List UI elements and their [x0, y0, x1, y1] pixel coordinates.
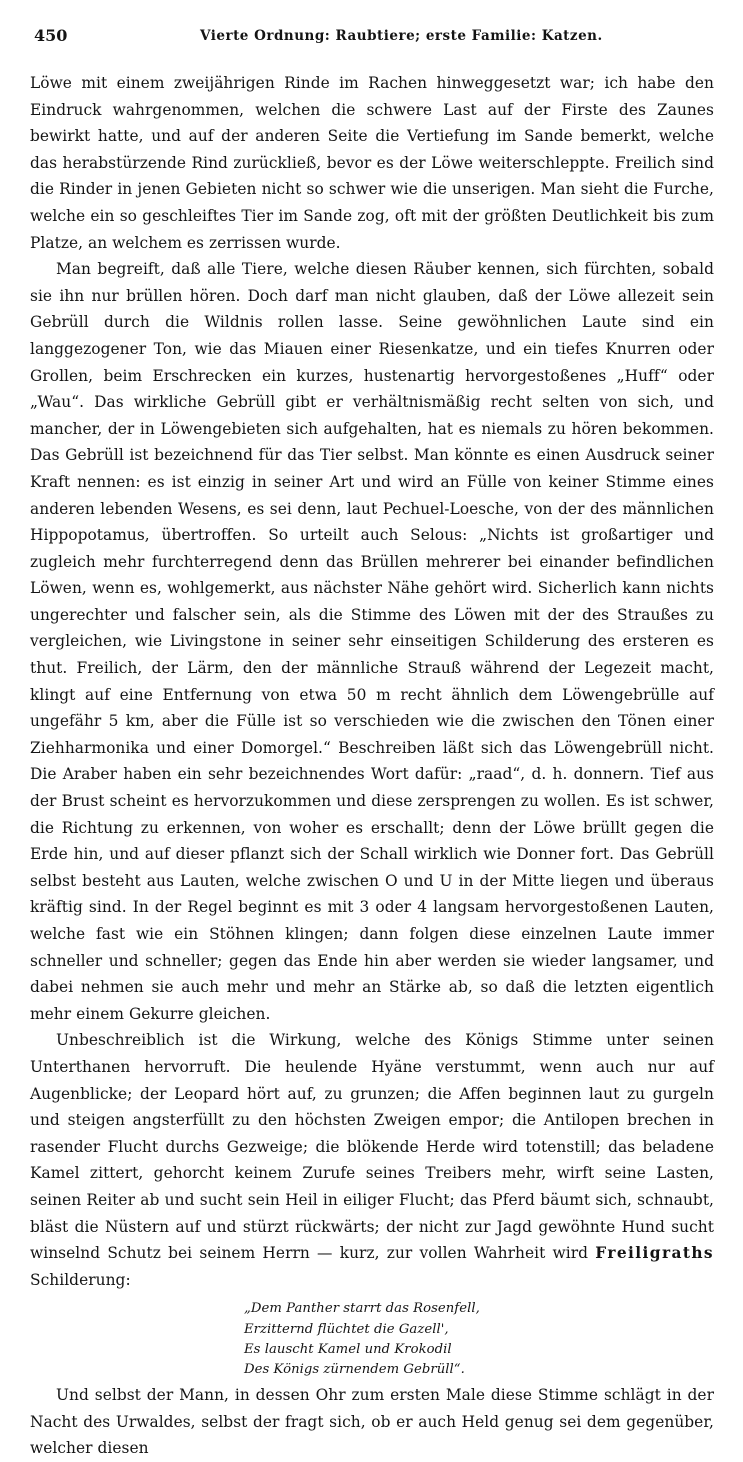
page-number: 450 — [34, 26, 68, 45]
body-text — [30, 70, 714, 1462]
paragraph-4: Und selbst der Mann, in dessen Ohr zum ersten Male diese Stimme schlägt in der Nacht des Urwaldes, selbst der fragt sich, ob er auch Held genug sei dem gegenüber, welcher diesen — [30, 1386, 714, 1458]
poem-quote — [244, 1299, 714, 1380]
author-name: Freiligraths — [595, 1244, 714, 1263]
paragraph-3-ending: Schilderung: — [30, 1270, 131, 1289]
paragraph-3-text: Unbeschreiblich ist die Wirkung, welche des Königs Stimme unter seinen Unterthanen hervorruft. Die heulende Hyäne verstummt, wenn auch nur auf Augenblicke; der Leopard hört auf, zu grunzen; die Affen beginnen laut zu gurgeln und steigen angsterfüllt zu den höchsten Zweigen empor; die Antilopen brechen in rasender Flucht durchs Gezweige; die blökende Herde wird totenstill; das beladene Kamel zittert, gehorcht keinem Zurufe seines Treibers mehr, wirft seine Lasten, seinen Reiter ab und sucht sein Heil in eiliger Flucht; das Pferd bäumt sich, schnaubt, bläst die Nüstern auf und stürzt rückwärts; der nicht zur Jagd gewöhnte Hund sucht winselnd Schutz bei seinem Herrn — kurz, zur vollen Wahrheit wird — [30, 1031, 714, 1263]
poem-line: Es lauscht Kamel und Krokodil — [244, 1341, 452, 1357]
running-title: Vierte Ordnung: Raubtiere; erste Familie: Katzen. — [200, 28, 603, 44]
poem-line: „Dem Panther starrt das Rosenfell, — [244, 1301, 480, 1317]
paragraph-3 — [30, 1027, 714, 1293]
paragraph-1: Löwe mit einem zweijährigen Rinde im Rachen hinweggesetzt war; ich habe den Eindruck wahrgenommen, welchen die schwere Last auf der Firste des Zaunes bewirkt hatte, und auf der anderen Seite die Vertiefung im Sande bemerkt, welche das herabstürzende Rind zurückließ, bevor es der Löwe weiterschleppte. Freilich sind die Rinder in jenen Gebieten nicht so schwer wie die unserigen. Man sieht die Furche, welche ein so geschleiftes Tier im Sande zog, oft mit der größten Deutlichkeit bis zum Platze, an welchem es zerrissen wurde. — [30, 74, 714, 252]
poem-line: Erzitternd flüchtet die Gazell', — [244, 1321, 449, 1337]
poem-line: Des Königs zürnendem Gebrüll“. — [244, 1361, 465, 1377]
page-header — [30, 26, 719, 54]
paragraph-2: Man begreift, daß alle Tiere, welche diesen Räuber kennen, sich fürchten, sobald sie ihn nur brüllen hören. Doch darf man nicht glauben, daß der Löwe allezeit sein Gebrüll durch die Wildnis rollen lasse. Seine gewöhnlichen Laute sind ein langgezogener Ton, wie das Miauen einer Riesenkatze, und ein tiefes Knurren oder Grollen, beim Erschrecken ein kurzes, hustenartig hervorgestoßenes „Huff“ oder „Wau“. Das wirkliche Gebrüll gibt er verhältnismäßig recht selten von sich, und mancher, der in Löwengebieten sich aufgehalten, hat es niemals zu hören bekommen. Das Gebrüll ist bezeichnend für das Tier selbst. Man könnte es einen Ausdruck seiner Kraft nennen: es ist einzig in seiner Art und wird an Fülle von keiner Stimme eines anderen lebenden Wesens, es sei denn, laut Pechuel-Loesche, von der des männlichen Hippopotamus, übertroffen. So urteilt auch Selous: „Nichts ist großartiger und zugleich mehr furchterregend denn das Brüllen mehrerer bei einander befindlichen Löwen, wenn es, wohlgemerkt, aus nächster Nähe gehört wird. Sicherlich kann nichts ungerechter und falscher sein, als die Stimme des Löwen mit der des Straußes zu vergleichen, wie Livingstone in seiner sehr einseitigen Schilderung des ersteren es thut. Freilich, der Lärm, den der männliche Strauß während der Legezeit macht, klingt auf eine Entfernung von etwa 50 m recht ähnlich dem Löwengebrülle auf ungefähr 5 km, aber die Fülle ist so verschieden wie die zwischen den Tönen einer Ziehharmonika und einer Domorgel.“ Beschreiben läßt sich das Löwengebrüll nicht. Die Araber haben ein sehr bezeichnendes Wort dafür: „raad“, d. h. donnern. Tief aus der Brust scheint es hervorzukommen und diese zersprengen zu wollen. Es ist schwer, die Richtung zu erkennen, von woher es erschallt; denn der Löwe brüllt gegen die Erde hin, und auf dieser pflanzt sich der Schall wirklich wie Donner fort. Das Gebrüll selbst besteht aus Lauten, welche zwischen O und U in der Mitte liegen und überaus kräftig sind. In der Regel beginnt es mit 3 oder 4 langsam hervorgestoßenen Lauten, welche fast wie ein Stöhnen klingen; dann folgen diese einzelnen Laute immer schneller und schneller; gegen das Ende hin aber werden sie wieder langsamer, und dabei nehmen sie auch mehr und mehr an Stärke ab, so daß die letzten eigentlich mehr einem Gekurre gleichen. — [30, 260, 714, 1023]
